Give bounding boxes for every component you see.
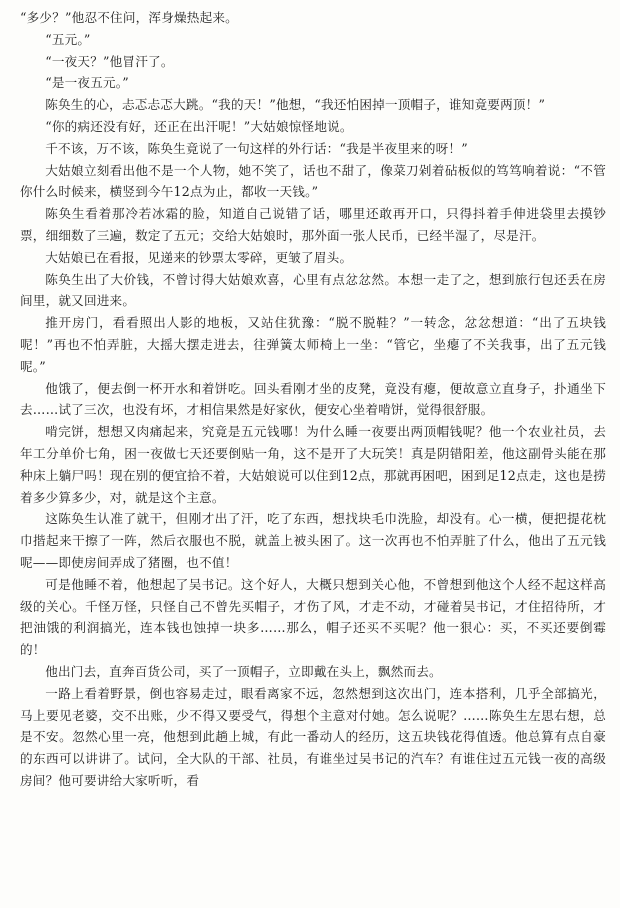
paragraph: 大姑娘已在看报，见递来的钞票太零碎，更皱了眉头。 [45,249,353,265]
paragraph: 啃完饼，想想又肉痛起来，究竟是五元钱哪！为什么睡一夜要出两顶帽钱呢？他一个农业社员，去年工分单价七角，困一夜做七天还要倒贴一角，这不是开了大玩笑！真是阴错阳差，他这副骨头能在那种床上躺尸吗！现在别的便宜拾不着，大姑娘说可以住到12点，那就再困吧，困到足12点走，这也是捞着多少算多少，对，就是这个主意。 [20,424,606,505]
paragraph: 陈奂生看着那冷若冰霜的脸，知道自己说错了话，哪里还敢再开口，只得抖着手伸进袋里去摸钞票，细细数了三遍，数定了五元；交给大姑娘时，那外面一张人民币，已经半湿了，尽是汗。 [20,206,606,243]
paragraph: 推开房门，看看照出人影的地板，又站住犹豫：“脱不脱鞋？”一转念，忿忿想道：“出了五块钱呢！”再也不怕弄脏，大摇大摆走进去，往弹簧太师椅上一坐：“管它，坐瘪了不关我事，出了五元钱呢。” [20,315,606,374]
paragraph: 陈奂生出了大价钱，不曾讨得大姑娘欢喜，心里有点忿忿然。本想一走了之，想到旅行包还丢在房间里，就又回进来。 [20,271,606,309]
paragraph: 陈奂生的心，忐忑忐忑大跳。“我的天！”他想，“我还怕困掉一顶帽子，谁知竟要两顶！” [45,97,546,113]
paragraph: “一夜天？”他冒汗了。 [45,53,174,69]
paragraph: “是一夜五元。” [45,75,129,91]
paragraph: 他饿了，便去倒一杯开水和着饼吃。回头看刚才坐的皮凳，竟没有瘪，便故意立直身子，扑通坐下去……试了三次，也没有坏，才相信果然是好家伙，便安心坐着啃饼，觉得很舒服。 [20,380,606,418]
document-body [20,7,606,792]
paragraph: “你的病还没有好，还正在出汗呢！”大姑娘惊怪地说。 [45,118,353,134]
paragraph: 一路上看着野景，倒也容易走过，眼看离家不远，忽然想到这次出门，连本搭利，几乎全部搞光，马上要见老婆，交不出账，少不得又要受气，得想个主意对付她。怎么说呢？……陈奂生左思右想，总是不安。忽然心里一亮，他想到此趟上城，有此一番动人的经历，这五块钱花得值透。他总算有点自豪的东西可以讲讲了。试问，全大队的干部、社员，有谁坐过吴书记的汽车？有谁住过五元钱一夜的高级房间？他可要讲给大家听听，看 [20,685,606,788]
paragraph: 千不该，万不该，陈奂生竟说了一句这样的外行话：“我是半夜里来的呀！” [45,140,468,156]
paragraph: 这陈奂生认准了就干，但刚才出了汗，吃了东西，想找块毛巾洗脸，却没有。心一横，便把提花枕巾揩起来干擦了一阵，然后衣服也不脱，就盖上被头困了。这一次再也不怕弄脏了什么，他出了五元钱呢——即使房间弄成了猪圈，也不值！ [20,511,606,570]
paragraph: “多少？”他忍不住问，浑身燥热起来。 [20,10,238,25]
paragraph: 大姑娘立刻看出他不是一个人物，她不笑了，话也不甜了，像菜刀剁着砧板似的笃笃响着说：“不管你什么时候来，横竖到今午12点为止，都收一天钱。” [20,162,606,200]
paragraph: “五元。” [45,31,91,47]
paragraph: 他出门去，直奔百货公司，买了一顶帽子，立即戴在头上，飘然而去。 [45,663,442,679]
paragraph: 可是他睡不着，他想起了吴书记。这个好人，大概只想到关心他，不曾想到他这个人经不起这样高级的关心。千怪万怪，只怪自己不曾先买帽子，才伤了风，才走不动，才碰着吴书记，才住招待所，才把油饿的利润搞光，连本钱也蚀掉一块多……那么，帽子还买不买呢？他一狠心：买，不买还要倒霉的！ [20,576,606,658]
